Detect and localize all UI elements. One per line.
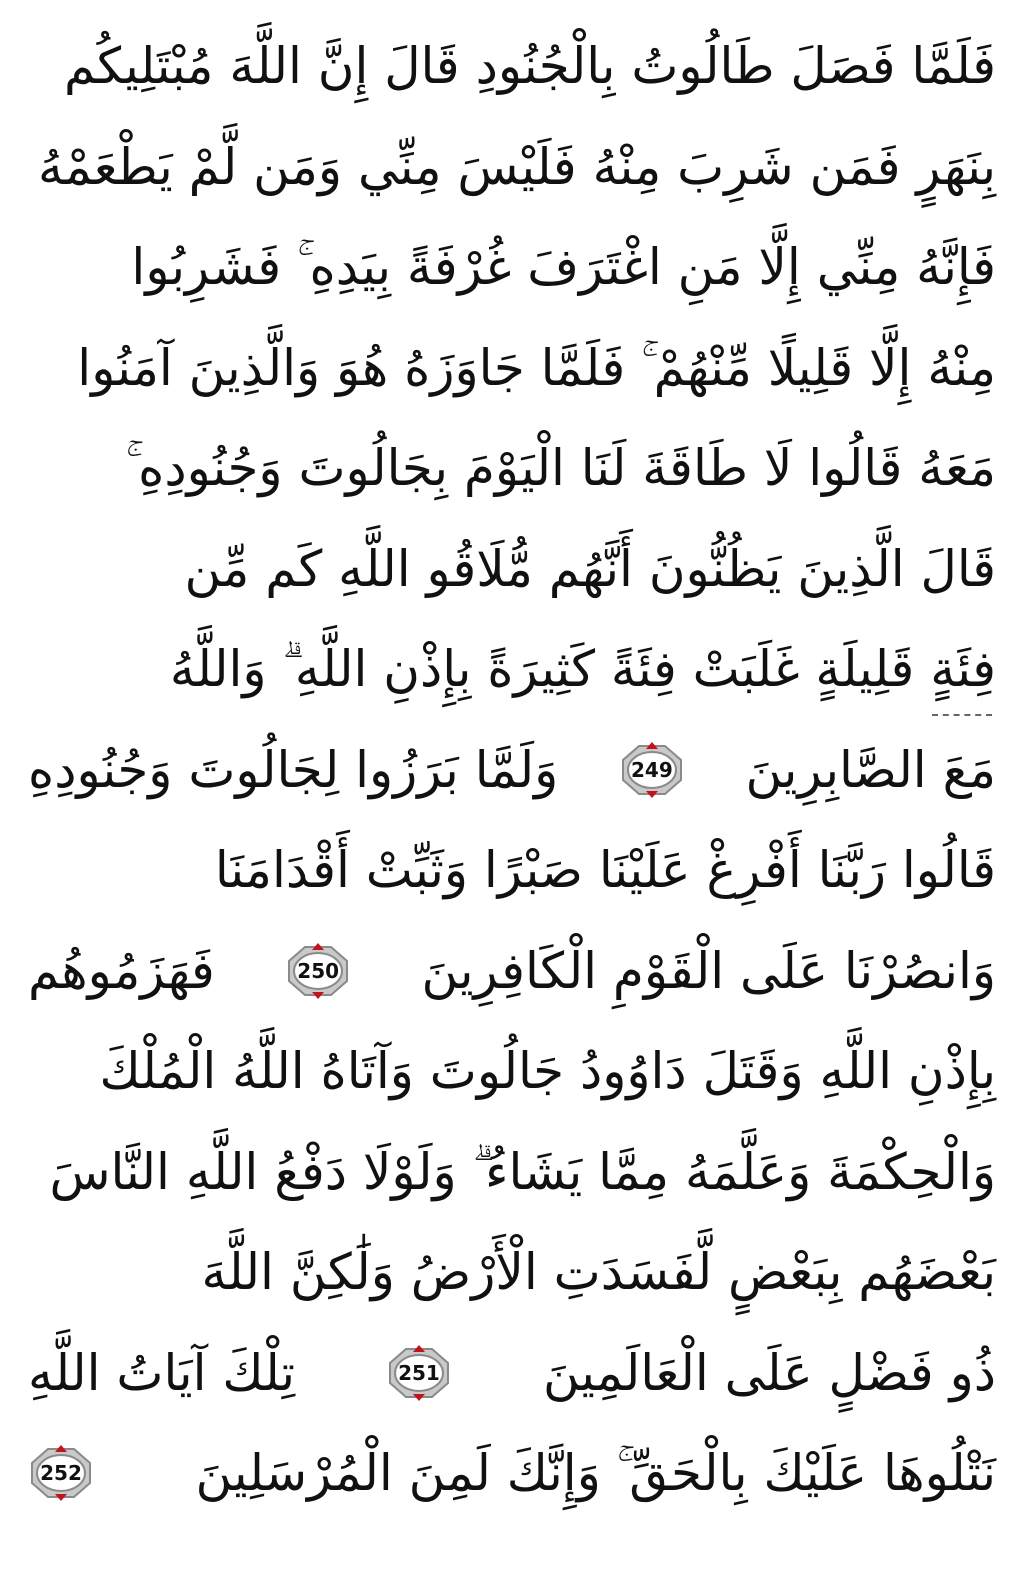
verse-text: بَعْضَهُم بِبَعْضٍ لَّفَسَدَتِ الْأَرْضُ وَلَٰكِنَّ اللَّهَ: [201, 1243, 996, 1301]
ayah-number-marker: [28, 1445, 94, 1501]
verse-text: قَالَ الَّذِينَ يَظُنُّونَ أَنَّهُم مُّلَاقُو اللَّهِ كَم مِّن: [184, 539, 996, 598]
verse-line: [28, 424, 996, 512]
verse-text: مَعَ الصَّابِرِينَ: [745, 740, 996, 799]
verse-text: فِئَةٍ قَلِيلَةٍ غَلَبَتْ فِئَةً كَثِيرَةً بِإِذْنِ اللَّهِ ۗ وَاللَّهُ: [169, 640, 996, 698]
verse-text: وَانصُرْنَا عَلَى الْقَوْمِ الْكَافِرِينَ: [421, 941, 996, 1000]
verse-text: وَالْحِكْمَةَ وَعَلَّمَهُ مِمَّا يَشَاءُ ۗ وَلَوْلَا دَفْعُ اللَّهِ النَّاسَ: [49, 1142, 996, 1201]
verse-line: [28, 525, 996, 613]
verse-line: [28, 123, 996, 211]
verse-text: بِنَهَرٍ فَمَن شَرِبَ مِنْهُ فَلَيْسَ مِنِّي وَمَن لَّمْ يَطْعَمْهُ: [38, 137, 996, 196]
verse-line: [28, 1228, 996, 1316]
verse-line: [28, 1429, 996, 1517]
verse-text: تِلْكَ آيَاتُ اللَّهِ: [28, 1343, 295, 1402]
verse-text: مَعَهُ قَالُوا لَا طَاقَةَ لَنَا الْيَوْمَ بِجَالُوتَ وَجُنُودِهِ ۚ: [125, 439, 996, 497]
ayah-number: 251: [398, 1360, 440, 1385]
verse-line: [28, 1329, 996, 1417]
ayah-number: 252: [40, 1461, 82, 1485]
verse-text: وَلَمَّا بَرَزُوا لِجَالُوتَ وَجُنُودِهِ: [28, 740, 559, 799]
verse-text: فَهَزَمُوهُم: [28, 941, 215, 1000]
verse-line: [28, 625, 996, 713]
ayah-number-marker: [619, 742, 685, 798]
verse-line: [28, 1128, 996, 1216]
verse-text: فَإِنَّهُ مِنِّي إِلَّا مَنِ اغْتَرَفَ غُرْفَةً بِيَدِهِ ۚ فَشَرِبُوا: [131, 238, 996, 296]
verse-line: [28, 1027, 996, 1115]
verse-line: [28, 324, 996, 412]
ayah-number-marker: [285, 943, 351, 999]
verse-text: قَالُوا رَبَّنَا أَفْرِغْ عَلَيْنَا صَبْرًا وَثَبِّتْ أَقْدَامَنَا: [214, 841, 996, 899]
verse-text: نَتْلُوهَا عَلَيْكَ بِالْحَقِّ ۚ وَإِنَّكَ لَمِنَ الْمُرْسَلِينَ: [195, 1444, 996, 1502]
verse-text: ذُو فَضْلٍ عَلَى الْعَالَمِينَ: [542, 1343, 996, 1402]
verse-line: [28, 726, 996, 814]
verse-text: بِإِذْنِ اللَّهِ وَقَتَلَ دَاوُودُ جَالُوتَ وَآتَاهُ اللَّهُ الْمُلْكَ: [99, 1042, 996, 1100]
hizb-quarter-underline: [932, 714, 992, 716]
verse-line: [28, 22, 996, 110]
verse-line: [28, 223, 996, 311]
verse-text: مِنْهُ إِلَّا قَلِيلًا مِّنْهُمْ ۚ فَلَمَّا جَاوَزَهُ هُوَ وَالَّذِينَ آمَنُوا: [77, 338, 996, 397]
ayah-number: 249: [630, 757, 673, 782]
verse-text: فَلَمَّا فَصَلَ طَالُوتُ بِالْجُنُودِ قَالَ إِنَّ اللَّهَ مُبْتَلِيكُم: [63, 37, 996, 95]
verse-line: [28, 826, 996, 914]
ayah-number-marker: [386, 1345, 452, 1401]
verse-line: [28, 927, 996, 1015]
ayah-number: 250: [297, 958, 340, 983]
